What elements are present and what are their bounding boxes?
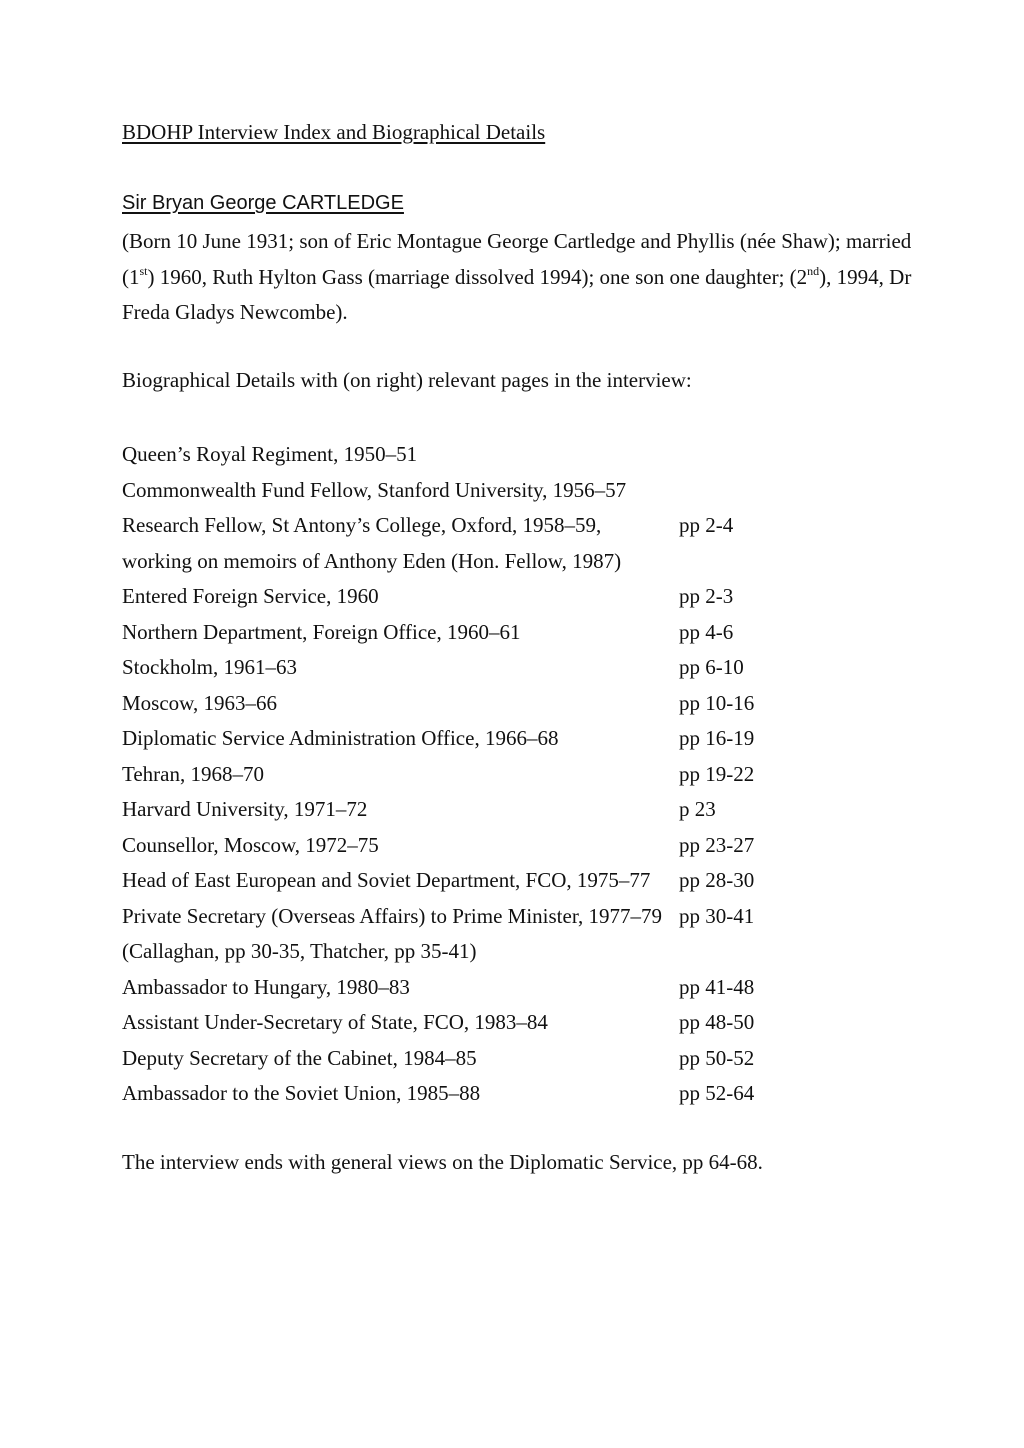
career-role: Private Secretary (Overseas Affairs) to Prime Minister, 1977–79 — [122, 903, 662, 928]
career-role: Diplomatic Service Administration Office, 1966–68 — [122, 726, 559, 750]
career-role: Northern Department, Foreign Office, 1960–61 — [122, 619, 521, 644]
career-entry — [122, 863, 902, 899]
career-intro: Biographical Details with (on right) relevant pages in the interview: — [122, 368, 692, 392]
career-entry — [122, 437, 902, 473]
career-entry — [122, 721, 902, 757]
career-entry — [122, 934, 902, 970]
career-pages: pp 6-10 — [679, 655, 744, 679]
career-entry — [122, 757, 902, 793]
career-entry — [122, 792, 902, 828]
career-role: Entered Foreign Service, 1960 — [122, 584, 379, 608]
career-role: Research Fellow, St Antony’s College, Oxford, 1958–59, — [122, 513, 602, 537]
career-entry — [122, 650, 902, 686]
career-role: Ambassador to Hungary, 1980–83 — [122, 974, 410, 999]
ordinal-suffix-second: nd — [807, 263, 820, 278]
career-role: Stockholm, 1961–63 — [122, 655, 298, 679]
career-pages: pp 52-64 — [679, 1081, 755, 1105]
career-entry — [122, 828, 902, 864]
career-pages: pp 10-16 — [679, 690, 755, 715]
career-pages: p 23 — [679, 797, 716, 821]
career-role: Commonwealth Fund Fellow, Stanford University, 1956–57 — [122, 477, 627, 502]
career-role: (Callaghan, pp 30-35, Thatcher, pp 35-41) — [122, 939, 477, 963]
career-pages: pp 4-6 — [679, 619, 734, 644]
career-entry — [122, 508, 902, 544]
bio-line-2-part-a: (1 — [122, 264, 140, 289]
career-entry — [122, 544, 902, 580]
career-role: Deputy Secretary of the Cabinet, 1984–85 — [122, 1045, 477, 1070]
career-pages: pp 16-19 — [679, 726, 755, 750]
bio-line-2 — [122, 260, 912, 296]
career-role: working on memoirs of Anthony Eden (Hon. Fellow, 1987) — [122, 548, 622, 573]
career-role: Tehran, 1968–70 — [122, 761, 264, 786]
career-role: Ambassador to the Soviet Union, 1985–88 — [122, 1081, 481, 1105]
bio-line-2-part-c: ), 1994, Dr — [819, 264, 912, 289]
career-role: Assistant Under-Secretary of State, FCO, 1983–84 — [122, 1010, 548, 1034]
closing-note: The interview ends with general views on the Diplomatic Service, pp 64-68. — [122, 1150, 763, 1174]
career-pages: pp 23-27 — [679, 832, 755, 857]
career-entry — [122, 1005, 902, 1041]
bio-line-2-part-b: ) 1960, Ruth Hylton Gass (marriage dissolved 1994); one son one daughter; (2 — [147, 264, 808, 289]
career-entry — [122, 899, 902, 935]
career-pages: pp 50-52 — [679, 1045, 755, 1070]
career-role: Counsellor, Moscow, 1972–75 — [122, 832, 379, 857]
career-pages: pp 28-30 — [679, 868, 755, 892]
subject-name: Sir Bryan George CARTLEDGE — [122, 192, 404, 214]
career-entry — [122, 473, 902, 509]
career-entry — [122, 579, 902, 615]
career-list — [122, 437, 902, 1112]
bio-line-3: Freda Gladys Newcombe). — [122, 300, 348, 324]
career-role: Moscow, 1963–66 — [122, 690, 277, 715]
bio-line-1: (Born 10 June 1931; son of Eric Montague George Cartledge and Phyllis (née Shaw); married — [122, 229, 912, 253]
biographical-summary — [122, 224, 912, 331]
career-entry — [122, 970, 902, 1006]
career-pages: pp 2-4 — [679, 513, 734, 537]
career-pages: pp 2-3 — [679, 584, 734, 608]
ordinal-suffix-first: st — [139, 263, 148, 278]
career-entry — [122, 686, 902, 722]
career-entry — [122, 1076, 902, 1112]
career-pages: pp 19-22 — [679, 761, 755, 786]
career-entry — [122, 615, 902, 651]
career-pages: pp 30-41 — [679, 903, 755, 928]
career-pages: pp 48-50 — [679, 1010, 755, 1034]
document-heading: BDOHP Interview Index and Biographical Details — [122, 120, 546, 144]
career-entry — [122, 1041, 902, 1077]
career-role: Harvard University, 1971–72 — [122, 797, 368, 821]
career-role: Head of East European and Soviet Department, FCO, 1975–77 — [122, 868, 651, 892]
career-role: Queen’s Royal Regiment, 1950–51 — [122, 442, 418, 466]
career-pages: pp 41-48 — [679, 974, 755, 999]
